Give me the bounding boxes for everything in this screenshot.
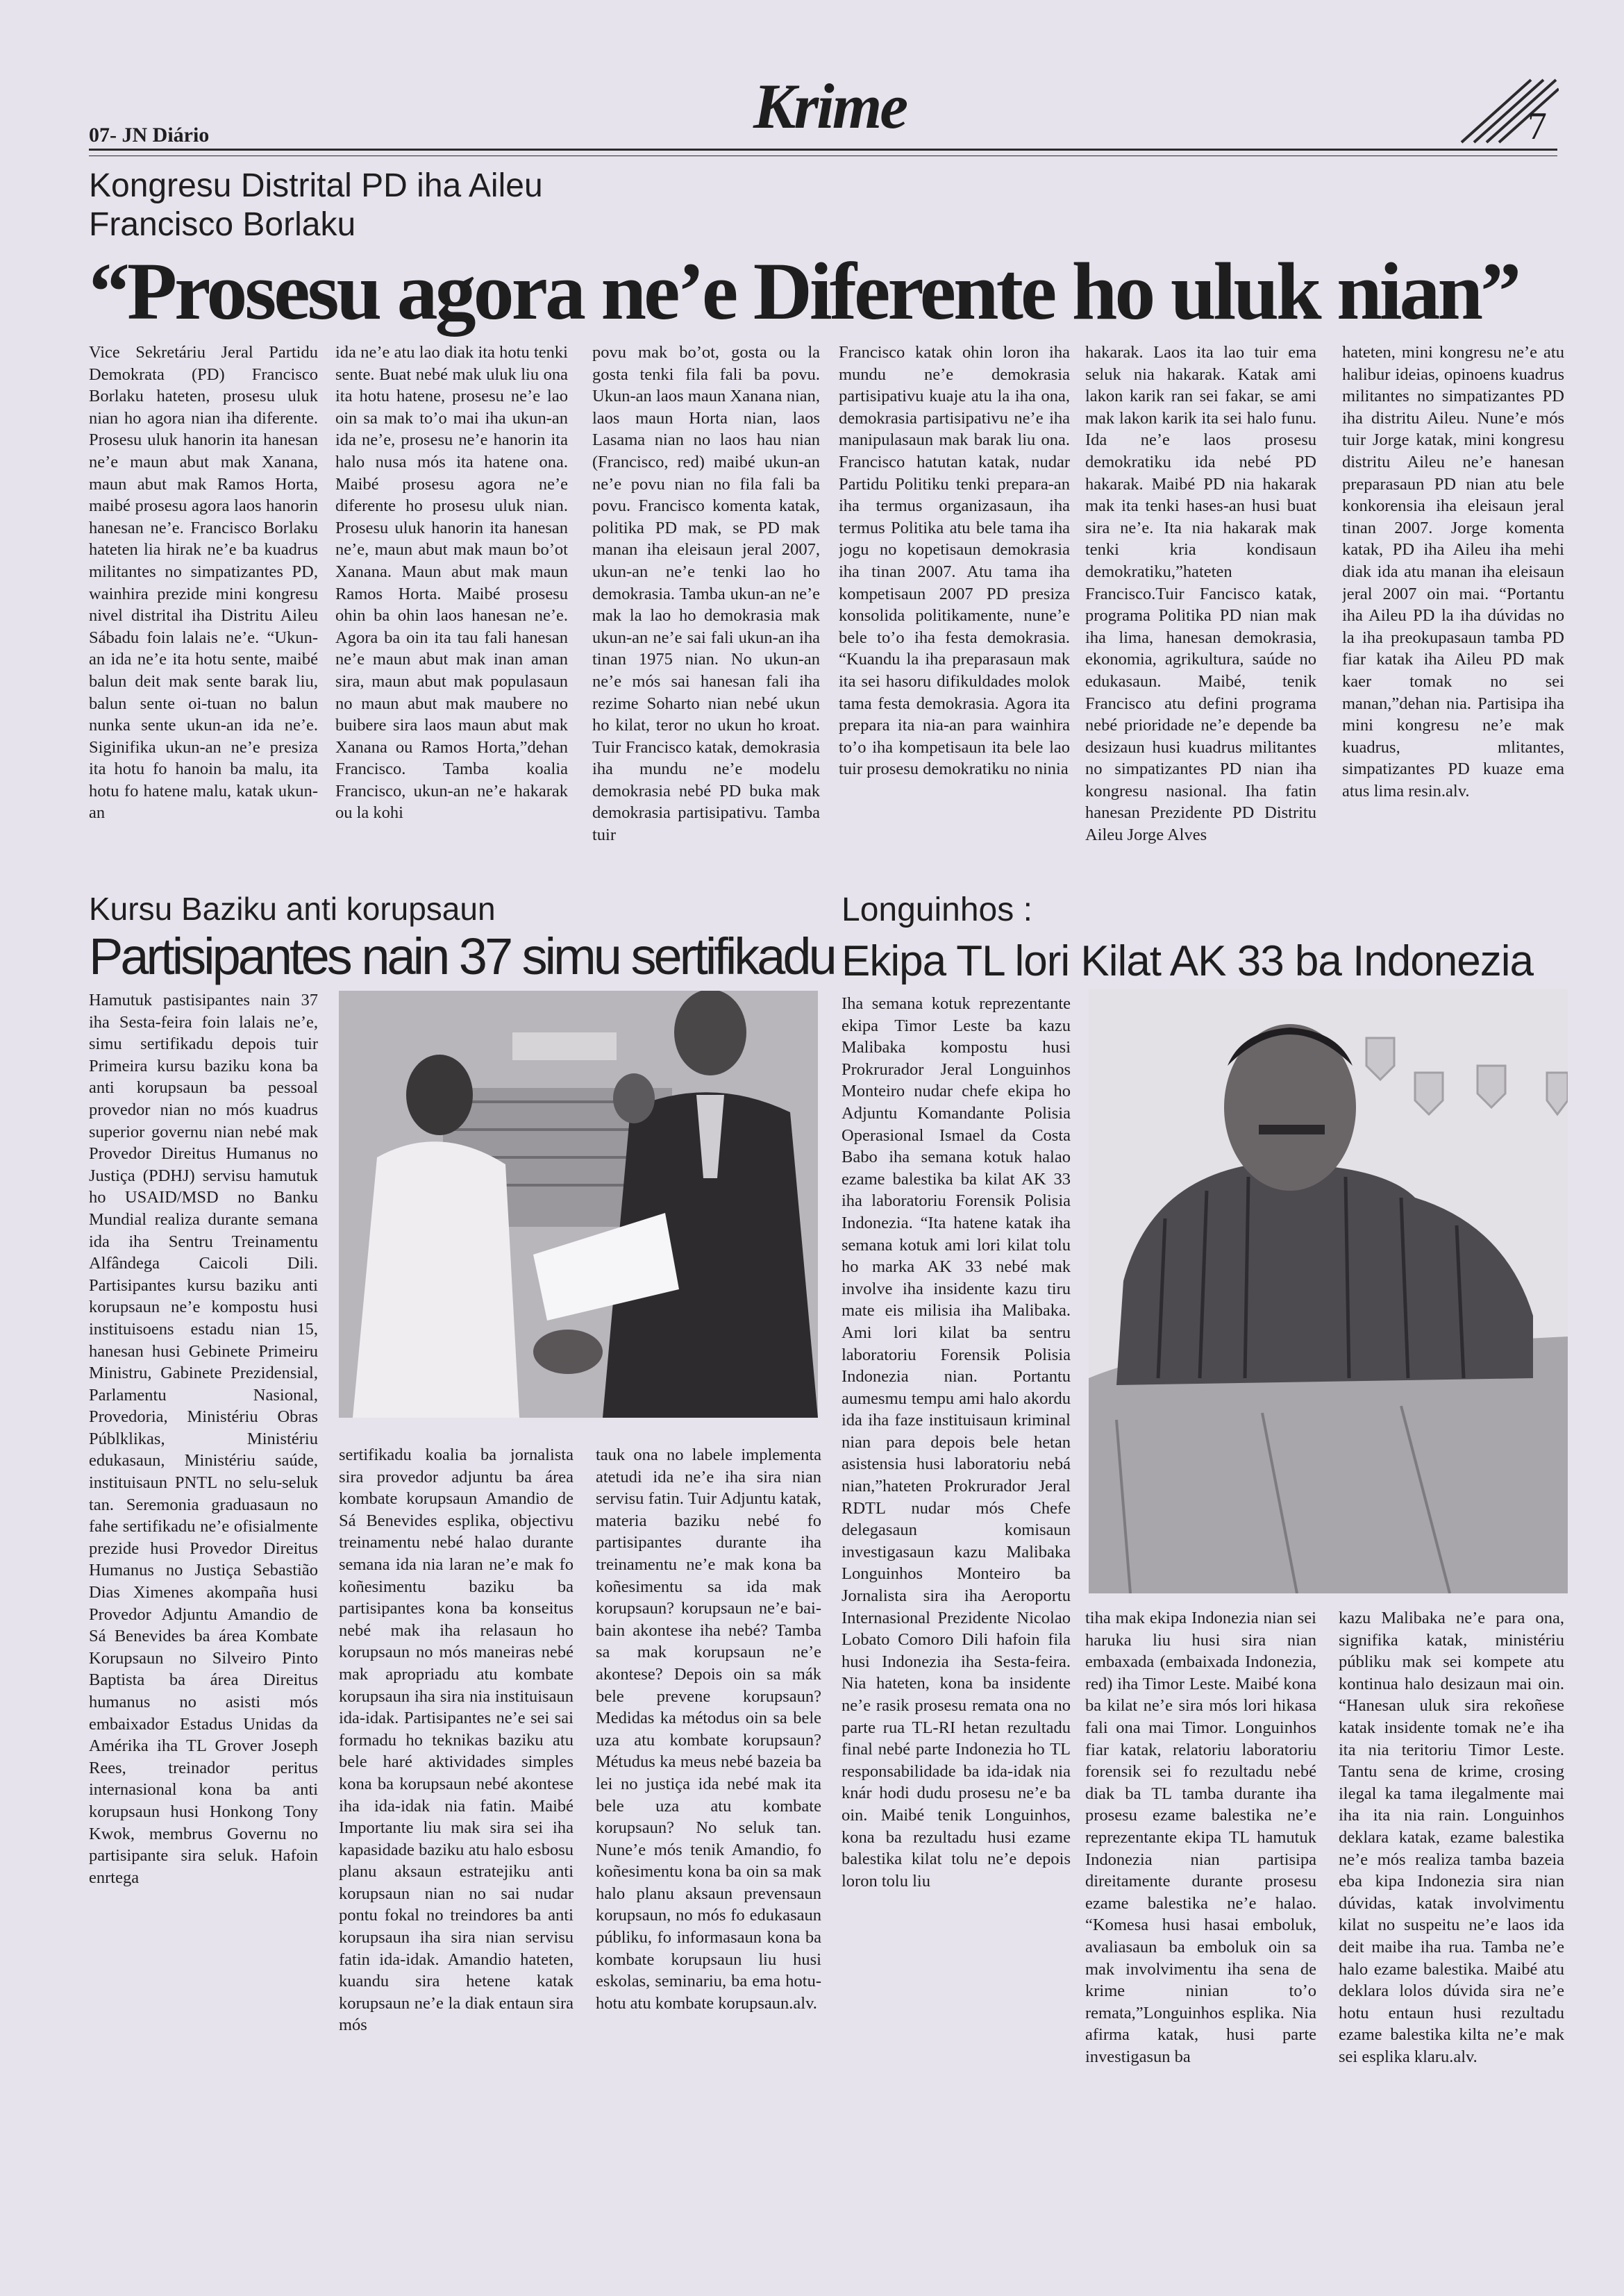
story1-column-1: Vice Sekretáriu Jeral Partidu Demokrata (PD) Francisco Borlaku hateten, prosesu uluk nian ho agora nian iha diferente. Prosesu uluk hanorin ita hanesan ne’e maun abut mak Xanana, maun abut mak Ramos Horta, maibé prosesu agora laos hanorin hanesan ne’e. Francisco Borlaku hateten lia hirak ne’e ba kuadrus militantes no simpatizantes PD, wainhira prezide mini kongresu nivel distrital iha Distritu Aileu Sábadu foin lalais ne’e. “Ukun-an ida ne’e ita hotu sente, maibé balun deit mak sente barak liu, balun sente oi-tuan no balun nunka sente ukun-an ida ne’e. Siginifika ukun-an ne’e presiza ita hotu fo hanoin ba malu, ita hotu fo hatene malu, katak ukun-an — [89, 343, 318, 823]
story2-kicker: Kursu Baziku anti korupsaun — [89, 891, 496, 927]
story3-headline: Ekipa TL lori Kilat AK 33 ba Indonezia — [842, 937, 1533, 985]
story3-column-1: Iha semana kotuk reprezentante ekipa Timor Leste ba kazu Malibaka kompostu husi Prokrurador Jeral Longuinhos Monteiro nudar chefe ekipa ho Adjuntu Komandante Polisia Operasional Ismael da Costa Babo iha semana kotuk halao ezame balestika ba kilat AK 33 iha laboratoriu Forensik Polisia Indonezia. “Ita hatene katak iha semana kotuk ami lori kilat tolu ho marka AK 33 nebé mak involve iha insidente kazu tiru mate eis milisia iha Malibaka. Ami lori kilat ba sentru laboratoriu Forensik Polisia Indonezia nian. Portantu aumesmu tempu ami halo akordu ida iha faze instituisaun kriminal nian para depois bele hetan asistensia husi laboratoriu nebá nian,”hateten Prokrurador Jeral RDTL nudar mós Chefe delegasaun komisaun investigasaun kazu Malibaka Longuinhos Monteiro ba Jornalista sira iha Aeroportu Internasional Prezidente Nicolao Lobato Comoro Dili hafoin fila husi Indonezia iha Sesta-feira. Nia hateten, kona ba insidente ne’e rasik prosesu remata ona no parte rua TL-RI hetan rezultadu final nebé parte Indonezia ho TL responsabilidade ba ida-idak nia knár hodi dudu prosesu ne’e ba oin. Maibé tenik Longuinhos, kona ba rezultadu husi ezame balestika kilat tolu ne’e depois loron tolu liu — [842, 994, 1071, 1891]
story2-photo — [339, 991, 818, 1418]
handshake-image — [339, 991, 818, 1418]
story3-kicker: Longuinhos : — [842, 891, 1032, 928]
section-title: Krime — [753, 71, 907, 142]
story3-photo — [1089, 989, 1568, 1593]
story2-column-3: tauk ona no labele implementa atetudi ida ne’e iha sira nian servisu fatin. Tuir Adjuntu katak, materia baziku nebé fo partisipantes durante iha treinamentu ne’e mak kona ba koñesimentu sa ida mak korupsaun? korupsaun ne’e bai-bain akontese iha nebé? Tamba sa mak korupsaun ne’e akontese? Depois oin sa mák bele prevene korupsaun? Medidas ka métodus oin sa bele uza atu kombate korupsaun? Métudus ka meus nebé bazeia ba lei no justiça ida nebé mak ita bele uza atu kombate korupsaun? No seluk tan. Nune’e mós tenik Amandio, fo koñesimentu kona ba oin sa mak halo planu aksaun prevensaun korupsaun, no mós fo edukasaun públiku, fo informasaun kona ba kombate korupsaun liu husi eskolas, seminariu, ba ema hotu-hotu atu kombate korupsaun.alv. — [596, 1446, 821, 2013]
story1-headline: “Prosesu agora ne’e Diferente ho uluk nian” — [89, 246, 1519, 337]
story3-column-2: tiha mak ekipa Indonezia nian sei haruka liu husi sira nian embaxada (embaixada Indonezia, red) iha Timor Leste. Maibé kona ba kilat ne’e sira mós lori hikasa fali ona mai Timor. Longuinhos fiar katak, relatoriu laboratoriu forensik sei fo rezultadu nebé diak ba TL tamba durante iha prosesu ezame balestika ne’e reprezentante ekipa TL hamutuk Indonezia nian partisipa direitamente durante prosesu ezame balestika ne’e halao. “Komesa husi hasai emboluk, avaliasaun ba emboluk oin sa mak involvimentu iha sena de krime ninian to’o remata,”Longuinhos esplika. Nia afirma katak, husi parte investigasun ba — [1085, 1609, 1316, 2066]
story1-column-5: hakarak. Laos ita lao tuir ema seluk nia hakarak. Katak ami lakon karik ran sei fakar, se ami mak lakon karik ita sei halo funu. Ida ne’e laos prosesu demokratiku ida nebé PD hakarak. Maibé PD nia hakarak mak ita tenki hases-an husi buat sira ne’e. Ita nia hakarak mak tenki kria kondisaun demokratiku,”hateten Francisco.Tuir Fancisco katak, programa Politika PD nian mak iha lima, hanesan demokrasia, ekonomia, agrikultura, saúde no edukasaun. Maibé, tenik Francisco atu defini programa nebé prioridade ne’e depende ba desizaun husi kuadrus militantes no simpatizantes PD nian iha kongresu nasional. Iha fatin hanesan Prezidente PD Distritu Aileu Jorge Alves — [1085, 343, 1316, 845]
story2-column-2: sertifikadu koalia ba jornalista sira provedor adjuntu ba área kombate korupsaun Amandio de Sá Benevides esplika, objectivu treinamentu nebé halao durante semana ida nia laran ne’e mak fo koñesimentu baziku ba partisipantes kona ba konseitus nebé mak iha relasaun ho korupsaun no mós maneiras nebé mak apropriadu atu kombate korupsaun iha sira nia instituisaun ida-idak. Partisipantes ne’e sei sai formadu ho teknikas baziku atu bele haré aktividades simples kona ba korupsaun nebé akontese iha ida-idak nia fatin. Maibé Importante liu mak sira sei iha kapasidade baziku atu halo esbosu planu aksaun estratejiku anti korupsaun nian no sai nudar pontu fokal no treindores ba anti korupsaun iha sira nian servisu fatin ida-idak. Amandio hateten, kuandu sira hetene katak korupsaun ne’e la diak entaun sira mós — [339, 1446, 574, 2035]
story1-kicker-line2: Francisco Borlaku — [89, 206, 356, 243]
story1-column-2: ida ne’e atu lao diak ita hotu tenki sente. Buat nebé mak uluk liu ona ita hotu hatene, prosesu ne’e lao oin sa mak to’o mai iha ukun-an ida ne’e, prosesu ne’e hanorin ita halo nusa mós ita hatene ona. Maibé prosesu agora ne’e diferente ho prosesu uluk nian. Prosesu uluk hanorin ita hanesan ne’e, maun abut mak maun bo’ot Xanana. Maun abut mak maun Ramos Horta. Maibé prosesu ohin ba ohin laos hanesan ne’e. Agora ba oin ita tau fali hanesan ne’e maun abut mak inan aman sira, maun abut mak populasaun no maun abut mak maubere no buibere sira laos maun abut mak Xanana ou Ramos Horta,”dehan Francisco. Tamba koalia Francisco, ukun-an ne’e hakarak ou la kohi — [335, 343, 568, 823]
story1-column-4: Francisco katak ohin loron iha mundu ne’e demokrasia partisipativu kuaje atu la iha ona, demokrasia partisipativu ne’e iha manipulasaun mak barak liu ona. Francisco hatutan katak, nudar Partidu Politiku tenki prepara-an iha termus organizasaun, iha termus Politika atu bele tama iha jogu no kopetisaun demokrasia iha tinan 2007. Atu tama iha kompetisaun 2007 PD presiza konsolida politikamente, nune’e bele to’o iha festa demokrasia. “Kuandu la iha preparasaun mak ita sei hasoru difikuldades molok tama festa demokrasia. Agora ita prepara ita nia-an para wainhira to’o iha kompetisaun ita bele lao tuir prosesu demokratiku no ninia — [839, 343, 1070, 779]
page-number: 7 — [1527, 105, 1547, 148]
story2-column-1: Hamutuk pastisipantes nain 37 iha Sesta-feira foin lalais ne’e, simu sertifikadu depois tuir Primeira kursu baziku kona ba anti korupsaun ba pessoal provedor nian no mós kuadrus superior governu nian nebé mak Provedor Direitus Humanus no Justiça (PDHJ) servisu hamutuk ho USAID/MSD no Banku Mundial realiza durante semana ida iha Sentru Treinamentu Alfândega Caicoli Dili. Partisipantes kursu baziku anti korupsaun ne’e kompostu husi instituisoens estadu nian 15, hanesan husi Gebinete Primeiru Ministru, Gabinete Prezidensial, Parlamentu Nasional, Provedoria, Ministériu Obras Públklikas, Ministériu edukasaun, Ministériu saúde, instituisaun PNTL no selu-seluk tan. Seremonia graduasaun no fahe sertifikadu ne’e ofisialmente prezide husi Provedor Direitus Humanus no Justiça Sebastião Dias Ximenes akompaña husi Provedor Adjuntu Amandio de Sá Benevides ba área Kombate Korupsaun no Silveiro Pinto Baptista ba área Direitus humanus no asisti mós embaixador Estadus Unidas da Amérika iha TL Grover Joseph Rees, treinador peritus internasional kona ba anti korupsaun husi Honkong Tony Kwok, membrus Governu no partisipante sira seluk. Hafoin enrtega — [89, 991, 318, 1887]
header-rule — [89, 149, 1557, 151]
portrait-image — [1089, 989, 1568, 1593]
story3-column-3: kazu Malibaka ne’e para ona, signifika katak, ministériu públiku mak sei kompete atu kontinua halo desizaun mai oin. “Hanesan uluk sira rekoñese katak insidente tomak ne’e iha ita nia teritoriu Timor Leste. Tantu sena de krime, crosing ilegal ka tama ilegalmente mai iha ita nia rain. Longuinhos deklara katak, ezame balestika ne’e mós realiza tamba bazeia eba kipa Indonezia sira nian dúvidas, katak involvimentu kilat no suspeitu ne’e laos ida deit maibe iha rua. Tamba ne’e halo ezame balestika. Maibé atu deklara lolos dúvida sira ne’e hotu entaun husi rezultadu ezame balestika kilta ne’e mak sei esplika klaru.alv. — [1339, 1609, 1564, 2066]
story1-kicker-line1: Kongresu Distrital PD iha Aileu — [89, 167, 543, 204]
story1-column-3: povu mak bo’ot, gosta ou la gosta tenki fila fali ba povu. Ukun-an laos maun Xanana nian, laos maun Horta nian, laos Lasama nian no laos hau nian (Francisco, red) maibé ukun-an ne’e povu nian no fila fali ba povu. Francisco komenta katak, politika PD mak, se PD mak manan iha eleisaun jeral 2007, ukun-an ne’e tenki lao ho demokrasia. Tamba ukun-an ne’e mak la lao ho demokrasia mak ukun-an ne’e sai fali ukun-an iha tinan 1975 nian. No ukun-an ne’e mós sai hanesan fali iha rezime Soharto nian nebé ukun ho kilat, teror no ukun ho kroat. Tuir Francisco katak, demokrasia iha mundu ne’e modelu demokrasia nebé PD buka mak demokrasia partisipativu. Tamba tuir — [592, 343, 820, 845]
story2-headline: Partisipantes nain 37 simu sertifikadu — [89, 928, 835, 985]
page-label: 07- JN Diário — [89, 124, 210, 146]
story1-column-6: hateten, mini kongresu ne’e atu halibur ideias, opinoens kuadrus militantes no simpatizantes PD iha distritu Aileu. Nune’e mós tuir Jorge katak, mini kongresu distritu Aileu ne’e hanesan preparasaun PD nian atu bele konkorensia iha eleisaun jeral tinan 2007. Jorge komenta katak, PD iha Aileu iha mehi diak ida atu manan iha eleisaun jeral 2007 oin mai. “Portantu iha Aileu PD la iha dúvidas no la iha preokupasaun tamba PD fiar katak iha Aileu PD mak kaer tomak no sei manan,”dehan nia. Partisipa iha mini kongresu ne’e mak kuadrus, mlitantes, simpatizantes PD kuaze ema atus lima resin.alv. — [1342, 343, 1564, 801]
